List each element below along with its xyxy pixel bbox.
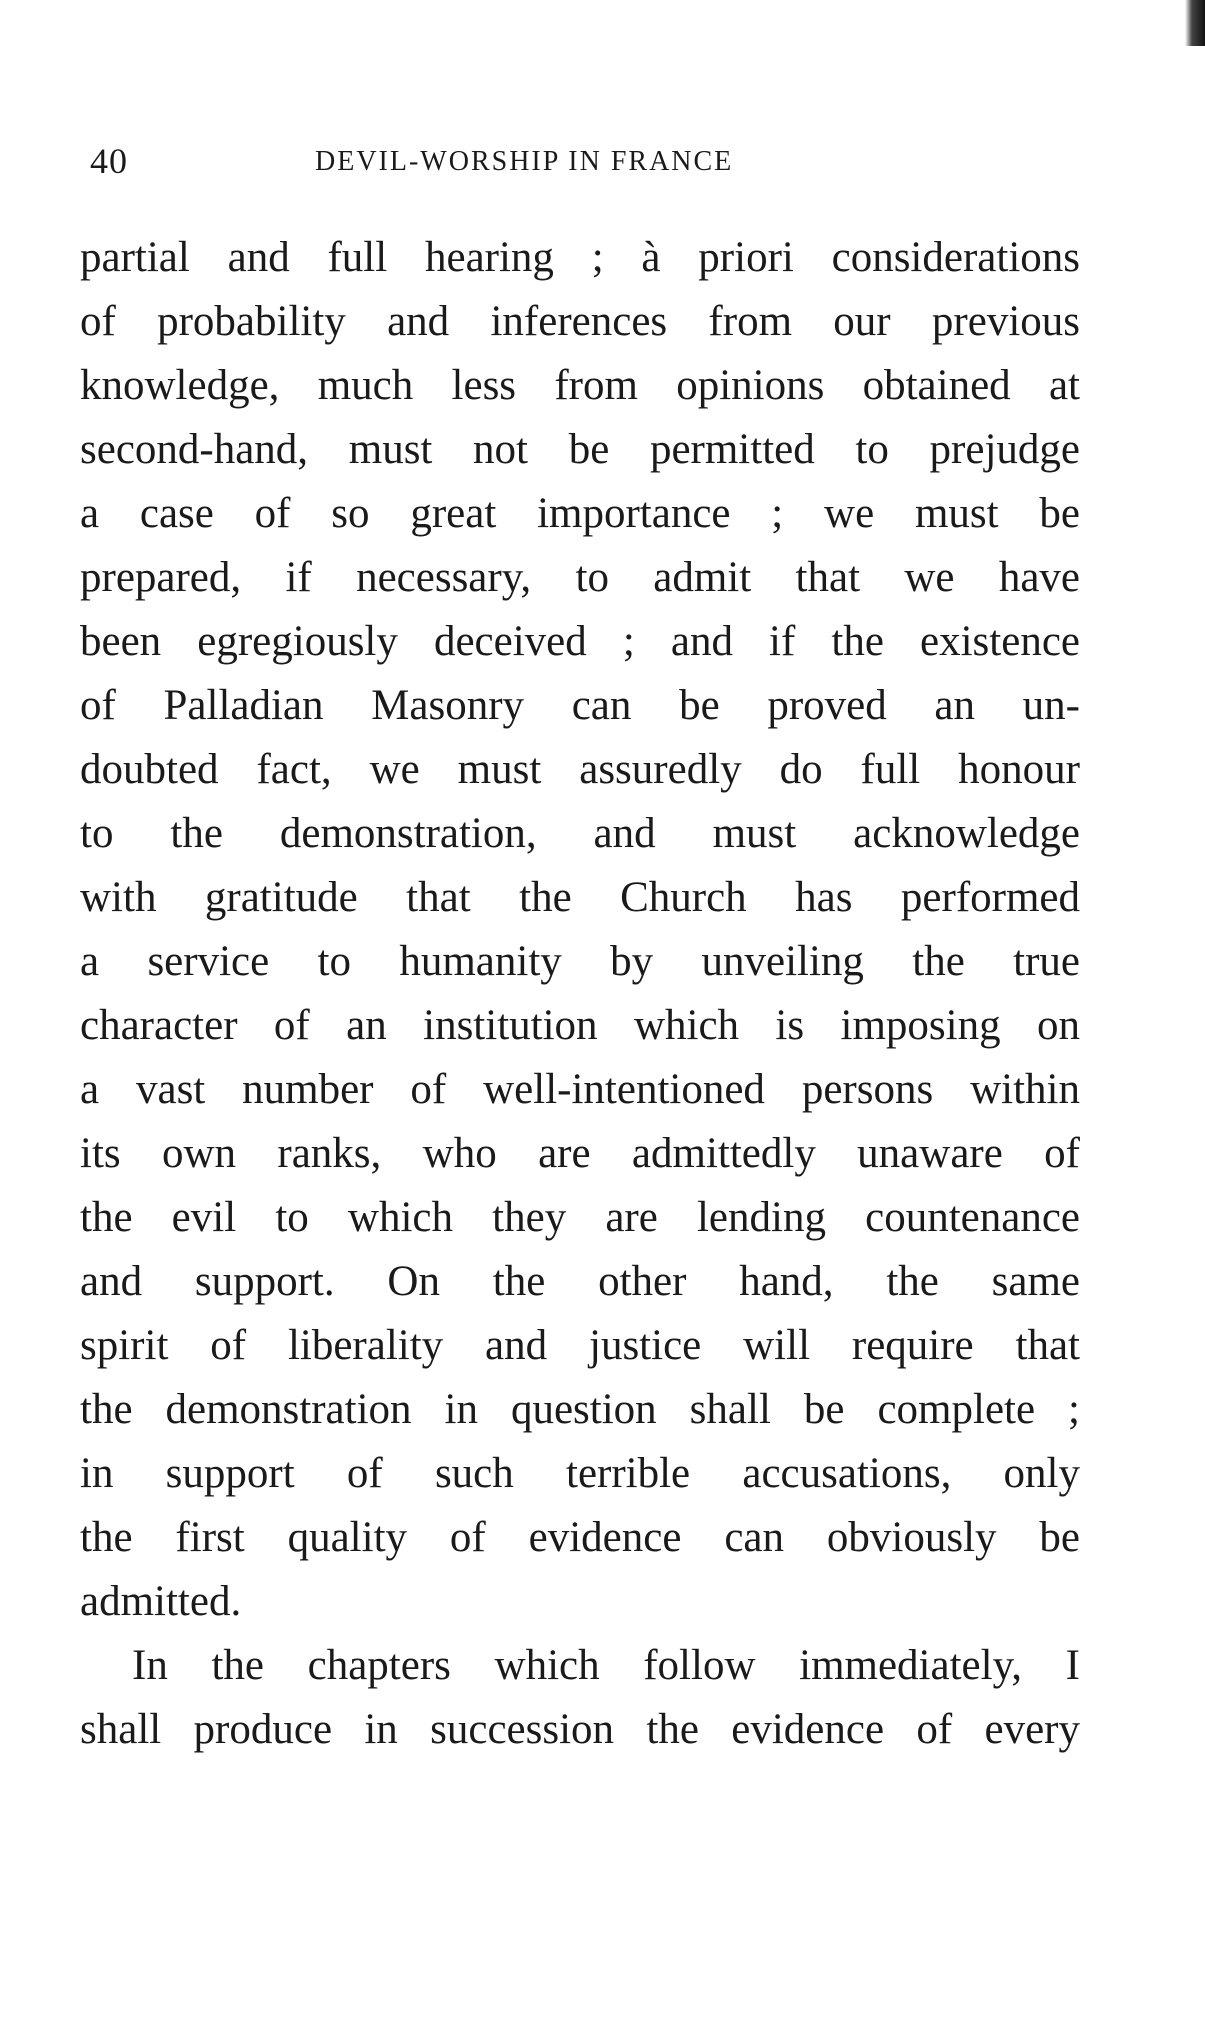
text-line: In the chapters which follow immediately, I xyxy=(132,1642,1080,1689)
text-line: with gratitude that the Church has performed xyxy=(80,874,1080,921)
text-line: admitted. xyxy=(80,1578,242,1625)
text-line: its own ranks, who are admittedly unaware of xyxy=(80,1130,1080,1177)
text-line: the first quality of evidence can obviously be xyxy=(80,1514,1080,1561)
text-line: been egregiously deceived ; and if the existence xyxy=(80,618,1080,665)
text-line: shall produce in succession the evidence of every xyxy=(80,1706,1080,1753)
text-line: a vast number of well-intentioned persons within xyxy=(80,1066,1080,1113)
text-line: knowledge, much less from opinions obtained at xyxy=(80,362,1080,409)
text-line: of Palladian Masonry can be proved an un- xyxy=(80,682,1080,729)
paragraph-2 xyxy=(80,1634,1080,1762)
text-line: doubted fact, we must assuredly do full honour xyxy=(80,746,1080,793)
text-line: the demonstration in question shall be complete ; xyxy=(80,1386,1080,1433)
text-line: a service to humanity by unveiling the true xyxy=(80,938,1080,985)
page-edge-mark xyxy=(1185,0,1205,46)
text-line: the evil to which they are lending countenance xyxy=(80,1194,1080,1241)
text-line: in support of such terrible accusations, only xyxy=(80,1450,1080,1497)
text-line: a case of so great importance ; we must be xyxy=(80,490,1080,537)
text-line: prepared, if necessary, to admit that we have xyxy=(80,554,1080,601)
text-line: second-hand, must not be permitted to prejudge xyxy=(80,426,1080,473)
text-line: partial and full hearing ; à priori considerations xyxy=(80,234,1080,281)
text-line: character of an institution which is imposing on xyxy=(80,1002,1080,1049)
text-line: of probability and inferences from our previous xyxy=(80,298,1080,345)
text-line: to the demonstration, and must acknowledge xyxy=(80,810,1080,857)
page-number: 40 xyxy=(90,141,128,181)
text-line: spirit of liberality and justice will require that xyxy=(80,1322,1080,1369)
body-text xyxy=(80,226,1080,1762)
running-title: DEVIL-WORSHIP IN FRANCE xyxy=(315,146,734,177)
text-line: and support. On the other hand, the same xyxy=(80,1258,1080,1305)
paragraph-1 xyxy=(80,226,1080,1634)
running-head xyxy=(90,140,1040,184)
